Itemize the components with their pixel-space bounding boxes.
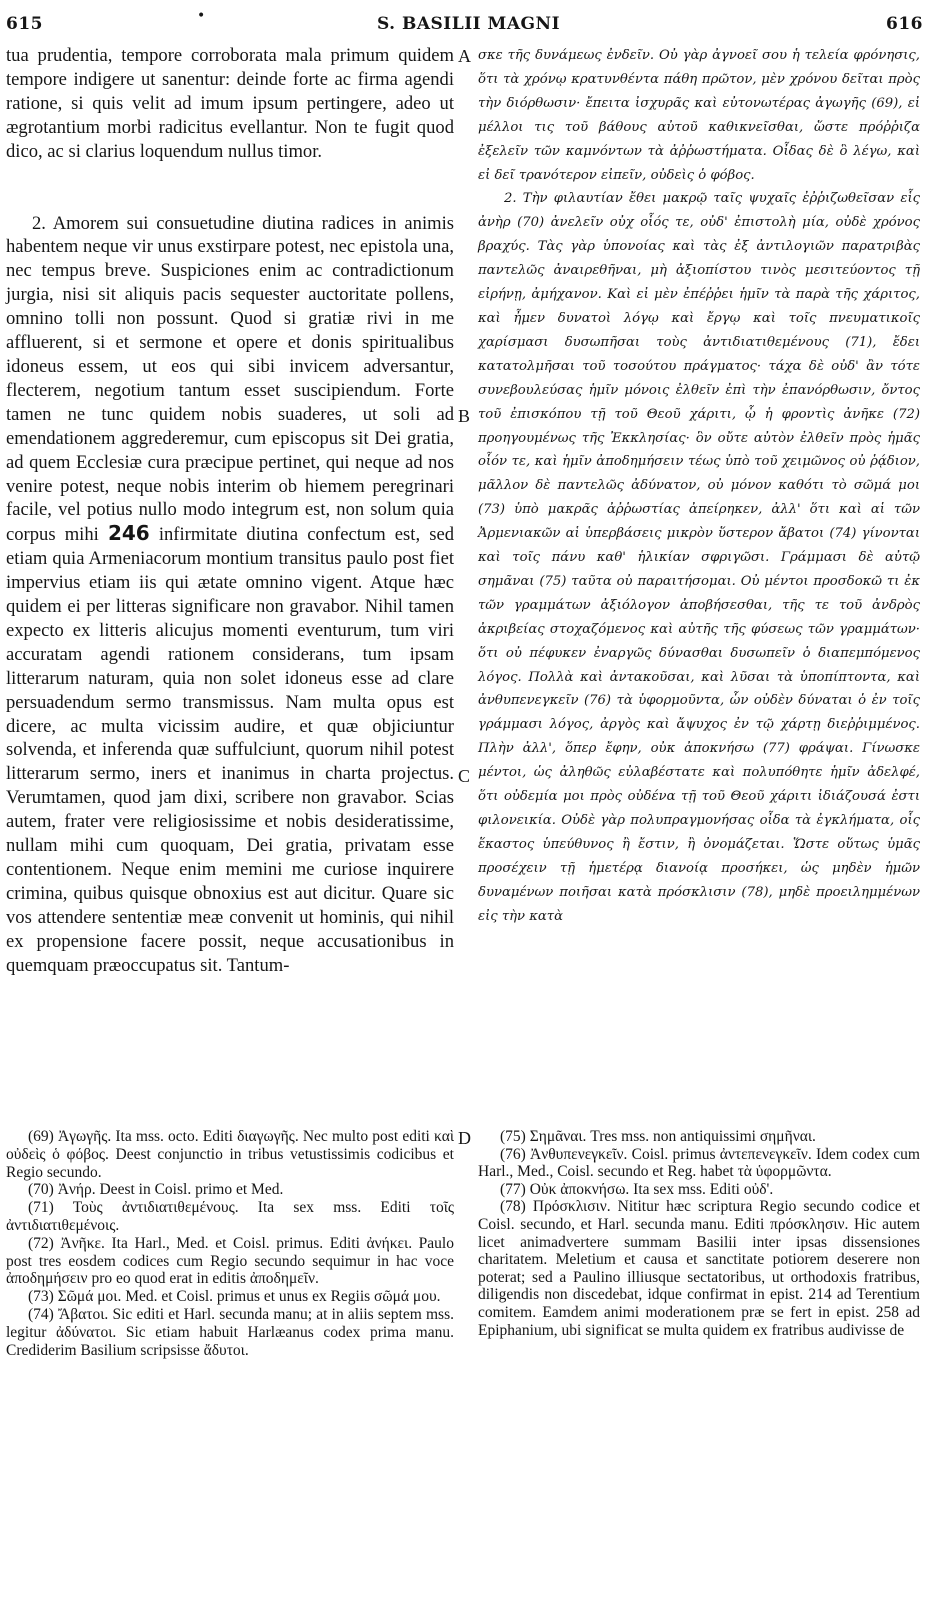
page-number-right: 616 [886,14,923,34]
margin-letter-d: D [458,1128,471,1148]
footnotes-right [478,1128,920,1339]
latin-paragraph-2-part-1: 2. Amorem sui consuetudine diutina radices in animis habentem neque vir unus exstirpare potest, nec epistola una, nec tempus breve. Suspiciones enim ac contradictionum jurgia, nisi sit aliquis pacis sequester auctoritate pollens, omnino tolli non possunt. Quod si gratiæ rivi in me affluerent, si et sermone et opere et donis spiritualibus idoneus essem, ut eos qui sibi invicem adversantur, flecterem, negotium tantum esset suscipiendum. Forte tamen ne tunc quidem nobis suaderes, ut soli ad emendationem aggrederemur, cum episcopus sit Dei gratia, ad quem Ecclesiæ cura præcipue pertinet, qui neque ad nos venire potest, neque nobis interim ob hiemem peregrinari facile, vel potius nullo modo integrum est, non solum quia corpus mihi [6,212,454,546]
footnote-70: (70) Ἀνήρ. Deest in Coisl. primo et Med. [28,1181,284,1199]
footnote-71: (71) Τοὺς ἀντιδιατιθεμένους. Ita sex mss. Editi τοῖς ἀντιδιατιθεμένοις. [6,1199,454,1234]
greek-column [478,44,920,929]
running-title: S. BASILII MAGNI [376,14,561,34]
footnote-78: (78) Πρόσκλισιν. Nititur hæc scriptura Regio secundo codice et Coisl. secundo, et Harl. secunda manu. Editi πρόσκλησιν. Hic autem licet animadvertere summam Basilii inter ipsas dissensiones charitatem. Meletium et causa et sanctitate potiorem deserere non poterat; sed a Paulino illiusque sectatoribus, ut orthodoxis fratribus, diligendis non discedebat, idque confirmat in epist. 214 ad Terentium comitem. Eamdem animi moderationem præ se fert in epist. 258 ad Epiphanium, ubi significat se multa quidem ex fratribus audivisse de [478,1198,920,1339]
footnote-72: (72) Ἀνῆκε. Ita Harl., Med. et Coisl. primus. Editi ἀνήκει. Paulo post tres eosdem codices cum Regio secundo sequimur in hac voce ἀποδημήσειν pro eo quod erat in editis ἀποδημεῖν. [6,1234,454,1288]
latin-paragraph-2 [6,212,454,978]
footnote-73: (73) Σῶμά μοι. Med. et Coisl. primus et unus ex Regiis σῶμά μου. [28,1288,441,1306]
latin-column [6,44,454,978]
latin-paragraph-2-part-2: infirmitate diutina confectum est, sed etiam quia Armeniacorum montium transitus paulo post fiet impervius etiam iis qui ætate omnino vigent. Atque hæc quidem ei per litteras significare non gravabor. Nihil tamen expecto ex litteris alicujus momenti eventurum, tum viri accuratam agendi rationem considerans, tum ipsam litterarum naturam, quia non solet idoneus esse ad clare persuadendum sermo transmissus. Nam multa opus est dicere, ac multa vicissim audire, et quæ objiciuntur solvenda, et inferenda quæ suffulciunt, quorum nihil potest litterarum sermo, iners et inanimus in charta projectus. Verumtamen, quod jam dixi, scribere non gravabor. Scias autem, frater vere religiosissime et nobis desideratissime, nullam mihi cum quoquam, Dei gratia, privatam esse contentionem. Neque enim memini me curiose inquirere crimina, quibus quisque obnoxius est aut dicitur. Quare sic vos attendere sententiæ meæ convenit ut hominis, qui nihil ex propensione facere possit, neque accusationibus in quemquam præoccupatus sit. Tantum- [6,524,455,976]
footnote-74: (74) Ἄβατοι. Sic editi et Harl. secunda manu; at in aliis septem mss. legitur ἀδύνατοι. Sic etiam habuit Harlæanus codex prima manu. Crediderim Basilium scripsisse ἄδυτοι. [6,1305,454,1359]
footnote-69: (69) Ἀγωγῆς. Ita mss. octo. Editi διαγωγῆς. Nec multo post editi καὶ οὐδεὶς ὁ φόβος. Deest conjunctio in tribus vetustissimis codicibus et Regio secundo. [6,1128,454,1181]
greek-paragraph-1: σκε τῆς δυνάμεως ἐνδεῖν. Οὐ γὰρ ἀγνοεῖ σου ἡ τελεία φρόνησις, ὅτι τὰ χρόνῳ κρατυνθέντα πάθη πρῶτον, μὲν χρόνου δεῖται πρὸς τὴν διόρθωσιν· ἔπειτα ἰσχυρᾶς καὶ εὐτονωτέρας ἀγωγῆς (69), εἰ μέλλοι τις τοῦ βάθους αὐτοῦ καθικνεῖσθαι, ὥστε πρόῤῥιζα ἐξελεῖν τῶν καμνόντων τὰ ἀῤῥωστήματα. Οἶδας δὲ ὃ λέγω, καὶ εἰ δεῖ τρανότερον εἰπεῖν, οὐδεὶς ὁ φόβος. [478,48,920,183]
footnote-77: (77) Οὐκ ἀποκνήσω. Ita sex mss. Editi οὐδ'. [500,1180,774,1198]
footnote-75: (75) Σημᾶναι. Tres mss. non antiquissimi σημῆναι. [500,1128,816,1145]
column-number: 246 [107,521,150,546]
footnotes-left [6,1128,454,1359]
margin-letter-a: A [458,46,471,66]
margin-letter-c: C [458,766,471,786]
page-number-left: 615 [6,14,43,34]
greek-paragraph-2: 2. Τὴν φιλαυτίαν ἔθει μακρῷ ταῖς ψυχαῖς ἐῤῥιζωθεῖσαν εἷς ἀνὴρ (70) ἀνελεῖν οὐχ οἷός τε, οὐδ' ἐπιστολὴ μία, οὐδὲ χρόνος βραχύς. Τὰς γὰρ ὑπονοίας καὶ τὰς ἐξ ἀντιλογιῶν παρατριβὰς παντελῶς ἀναιρεθῆναι, μὴ ἀξιοπίστου τινὸς μεσιτεύοντος τῇ εἰρήνῃ, ἀμήχανον. Καὶ εἰ μὲν ἐπέῤῥει ἡμῖν τὰ παρὰ τῆς χάριτος, καὶ ἦμεν δυνατοὶ λόγῳ καὶ ἔργῳ καὶ τοῖς πνευματικοῖς χαρίσμασι δυσωπῆσαι τοὺς ἀντιδιατιθεμένους (71), ἔδει κατατολμῆσαι τοῦ τοσούτου πράγματος· τάχα δὲ οὐδ' ἂν τότε συνεβουλεύσας ἡμῖν μόνοις ἐλθεῖν ἐπὶ τὴν ἐπανόρθωσιν, ὄντος τοῦ ἐπισκόπου τῇ τοῦ Θεοῦ χάριτι, ᾧ ἡ φροντὶς ἀνῆκε (72) προηγουμένως τῆς Ἐκκλησίας· ὃν οὔτε αὐτὸν ἐλθεῖν πρὸς ἡμᾶς οἷόν τε, καὶ ἡμῖν ἀποδημήσειν τέως ὑπὸ τοῦ χειμῶνος οὐ ῥᾴδιον, μᾶλλον δὲ παντελῶς ἀδύνατον, οὐ μόνον καθότι τὸ σῶμά μοι (73) ὑπὸ μακρᾶς ἀῤῥωστίας ἀπείρηκεν, ἀλλ' ὅτι καὶ αἱ τῶν Ἀρμενιακῶν αἱ ὑπερβάσεις μικρὸν ὕστερον ἄβατοι (74) γίνονται καὶ τοῖς πάνυ καθ' ἡλικίαν σφριγῶσι. Γράμμασι δὲ αὐτῷ σημᾶναι (75) ταῦτα οὐ παραιτήσομαι. Οὐ μέντοι προσδοκῶ τι ἐκ τῶν γραμμάτων ἀξιόλογον ἀποβήσεσθαι, τῆς τε τοῦ ἀνδρὸς ἀκριβείας στοχαζόμενος καὶ αὐτῆς τῆς φύσεως τῶν γραμμάτων· ὅτι οὐ πέφυκεν ἐναργῶς δύνασθαι δυσωπεῖν ὁ διαπεμπόμενος λόγος. Πολλὰ καὶ ἀντακοῦσαι, καὶ λῦσαι τὰ ὑποπίπτοντα, καὶ ἀνθυπενεγκεῖν (76) τὰ ὑφορμοῦντα, ὧν οὐδὲν δύναται ὁ ἐν τοῖς γράμμασι λόγος, ἀργὸς καὶ ἄψυχος ἐν τῷ χάρτῃ διεῤῥιμμένος. Πλὴν ἀλλ', ὅπερ ἔφην, οὐκ ἀποκνήσω (77) φράψαι. Γίνωσκε μέντοι, ὡς ἀληθῶς εὐλαβέστατε καὶ πολυπόθητε ἡμῖν ἀδελφέ, ὅτι οὐδεμία μοι πρὸς οὐδένα τῇ τοῦ Θεοῦ χάριτι ἰδιάζουσά ἐστι φιλονεικία. Οὐδὲ γὰρ πολυπραγμονήσας οἶδα τὰ ἐγκλήματα, οἷς ἕκαστος ὑπεύθυνος ἢ ἔστιν, ἢ ὀνομάζεται. Ὥστε οὕτως ὑμᾶς προσέχειν τῇ ἡμετέρᾳ διανοίᾳ προσήκει, ὡς μηδὲν ἡμῶν δυναμένων ποιῆσαι κατὰ πρόσκλισιν (78), μηδὲ προειλημμένων εἰς τὴν κατὰ [478,191,920,924]
header-mark: • [197,8,206,24]
latin-paragraph-1: tua prudentia, tempore corroborata mala primum quidem tempore indigere ut sanentur: deinde forte ac firma agendi ratione, si quis velit ad imum ipsum pertingere, adeo ut ægrotantium morbi radicitus evellantur. Non te fugit quod dico, ac si clarius loquendum nullus timor. [6,45,454,162]
footnote-76: (76) Ἀνθυπενεγκεῖν. Coisl. primus ἀντεπενεγκεῖν. Idem codex cum Harl., Med., Coisl. secundo et Reg. habet τὰ ὑφορμῶντα. [478,1145,920,1181]
margin-letter-b: B [458,406,471,426]
